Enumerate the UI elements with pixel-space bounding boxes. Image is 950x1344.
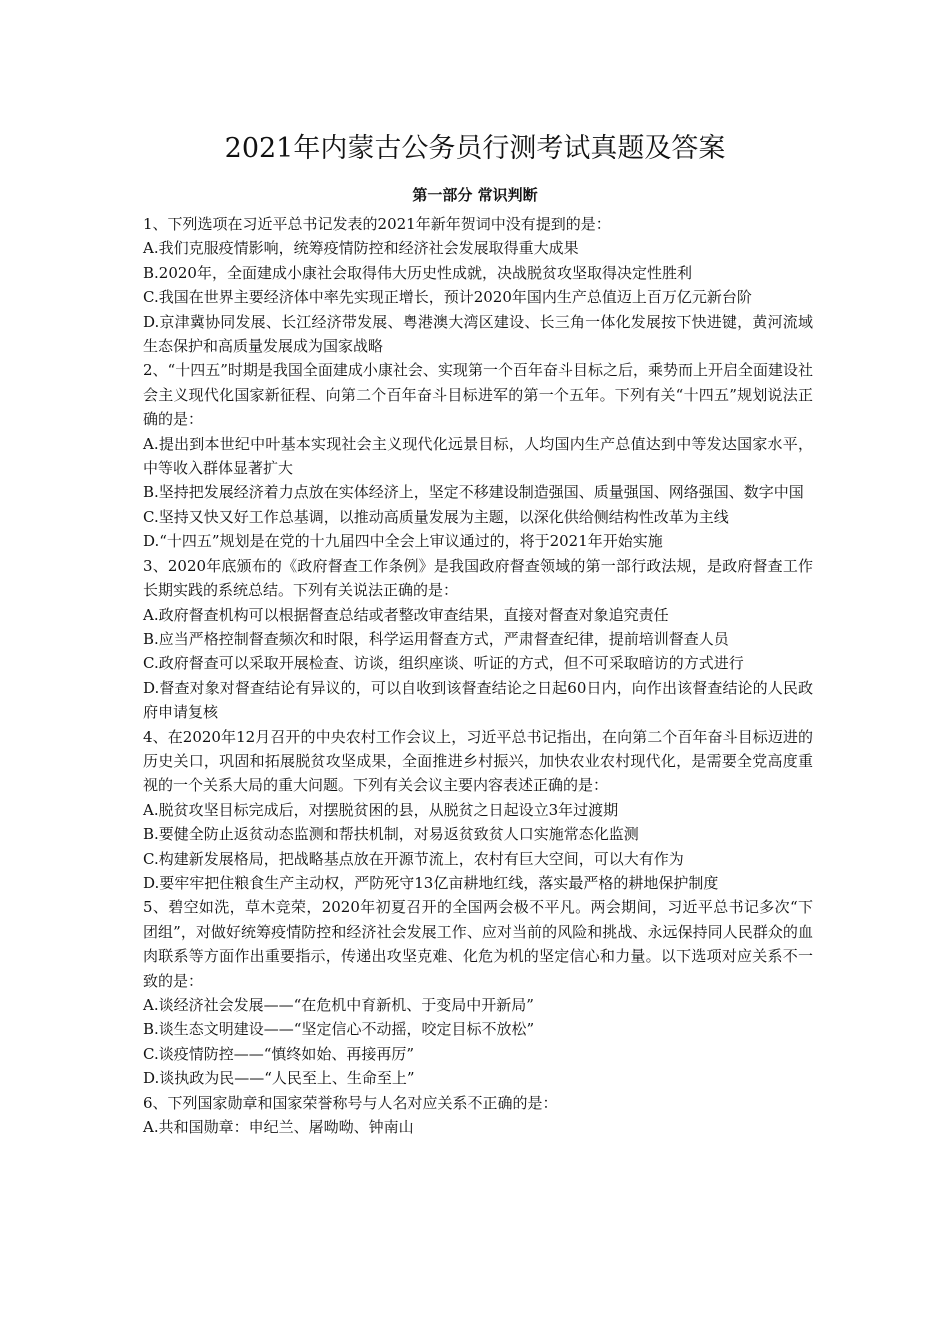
- paragraph: A.提出到本世纪中叶基本实现社会主义现代化远景目标，人均国内生产总值达到中等发达国家水平，中等收入群体显著扩大: [143, 434, 813, 478]
- paragraph: B.应当严格控制督查频次和时限，科学运用督查方式，严肃督查纪律，提前培训督查人员: [143, 629, 729, 648]
- paragraph: 1、下列选项在习近平总书记发表的2021年新年贺词中没有提到的是：: [143, 215, 611, 233]
- paragraph: D.督查对象对督查结论有异议的，可以自收到该督查结论之日起60日内，向作出该督查结论的人民政府申请复核: [143, 678, 813, 722]
- document-body: [143, 212, 813, 1139]
- paragraph: C.政府督查可以采取开展检查、访谈，组织座谈、听证的方式，但不可采取暗访的方式进行: [143, 654, 744, 673]
- paragraph: C.构建新发展格局，把战略基点放在开源节流上，农村有巨大空间，可以大有作为: [143, 849, 684, 868]
- paragraph: A.我们克服疫情影响，统筹疫情防控和经济社会发展取得重大成果: [143, 239, 579, 258]
- paragraph: B.要健全防止返贫动态监测和帮扶机制，对易返贫致贫人口实施常态化监测: [143, 825, 639, 844]
- document-title: 2021年内蒙古公务员行测考试真题及答案: [224, 133, 726, 164]
- paragraph: D.“十四五”规划是在党的十九届四中全会上审议通过的，将于2021年开始实施: [143, 532, 663, 551]
- paragraph: 3、2020年底颁布的《政府督查工作条例》是我国政府督查领域的第一部行政法规，是政府督查工作长期实践的系统总结。下列有关说法正确的是：: [143, 556, 813, 600]
- paragraph: 2、“十四五”时期是我国全面建成小康社会、实现第一个百年奋斗目标之后，乘势而上开启全面建设社会主义现代化国家新征程、向第二个百年奋斗目标进军的第一个五年。下列有关“十四五”规划说法正确的是：: [143, 361, 813, 429]
- paragraph: A.共和国勋章：申纪兰、屠呦呦、钟南山: [143, 1118, 414, 1137]
- paragraph: 5、碧空如洗，草木竞荣，2020年初夏召开的全国两会极不平凡。两会期间，习近平总书记多次“下团组”，对做好统筹疫情防控和经济社会发展工作、应对当前的风险和挑战、永远保持同人民群众的血肉联系等方面作出重要指示，传递出攻坚克难、化危为机的坚定信心和力量。以下选项对应关系不一致的是：: [143, 898, 813, 990]
- paragraph: C.我国在世界主要经济体中率先实现正增长，预计2020年国内生产总值迈上百万亿元新台阶: [143, 288, 752, 307]
- paragraph: D.谈执政为民——“人民至上、生命至上”: [143, 1069, 415, 1088]
- paragraph: 4、在2020年12月召开的中央农村工作会议上，习近平总书记指出，在向第二个百年奋斗目标迈进的历史关口，巩固和拓展脱贫攻坚成果，全面推进乡村振兴，加快农业农村现代化，是需要全党高度重视的一个关系大局的重大问题。下列有关会议主要内容表述正确的是：: [143, 727, 813, 795]
- paragraph: A.政府督查机构可以根据督查总结或者整改审查结果，直接对督查对象追究责任: [143, 605, 669, 624]
- section-title: 第一部分 常识判断: [412, 186, 538, 204]
- paragraph: B.坚持把发展经济着力点放在实体经济上，坚定不移建设制造强国、质量强国、网络强国、数字中国: [143, 483, 804, 502]
- paragraph: D.京津冀协同发展、长江经济带发展、粤港澳大湾区建设、长三角一体化发展按下快进键，黄河流域生态保护和高质量发展成为国家战略: [143, 312, 813, 356]
- paragraph: B.2020年，全面建成小康社会取得伟大历史性成就，决战脱贫攻坚取得决定性胜利: [143, 263, 692, 282]
- paragraph: C.坚持又快又好工作总基调，以推动高质量发展为主题，以深化供给侧结构性改革为主线: [143, 507, 729, 526]
- paragraph: B.谈生态文明建设——“坚定信心不动摇，咬定目标不放松”: [143, 1020, 535, 1039]
- paragraph: D.要牢牢把住粮食生产主动权，严防死守13亿亩耕地红线，落实最严格的耕地保护制度: [143, 873, 719, 892]
- paragraph: A.谈经济社会发展——“在危机中育新机、于变局中开新局”: [143, 996, 534, 1014]
- paragraph: A.脱贫攻坚目标完成后，对摆脱贫困的县，从脱贫之日起设立3年过渡期: [143, 800, 619, 819]
- paragraph: C.谈疫情防控——“慎终如始、再接再厉”: [143, 1044, 415, 1063]
- paragraph: 6、下列国家勋章和国家荣誉称号与人名对应关系不正确的是：: [143, 1093, 558, 1112]
